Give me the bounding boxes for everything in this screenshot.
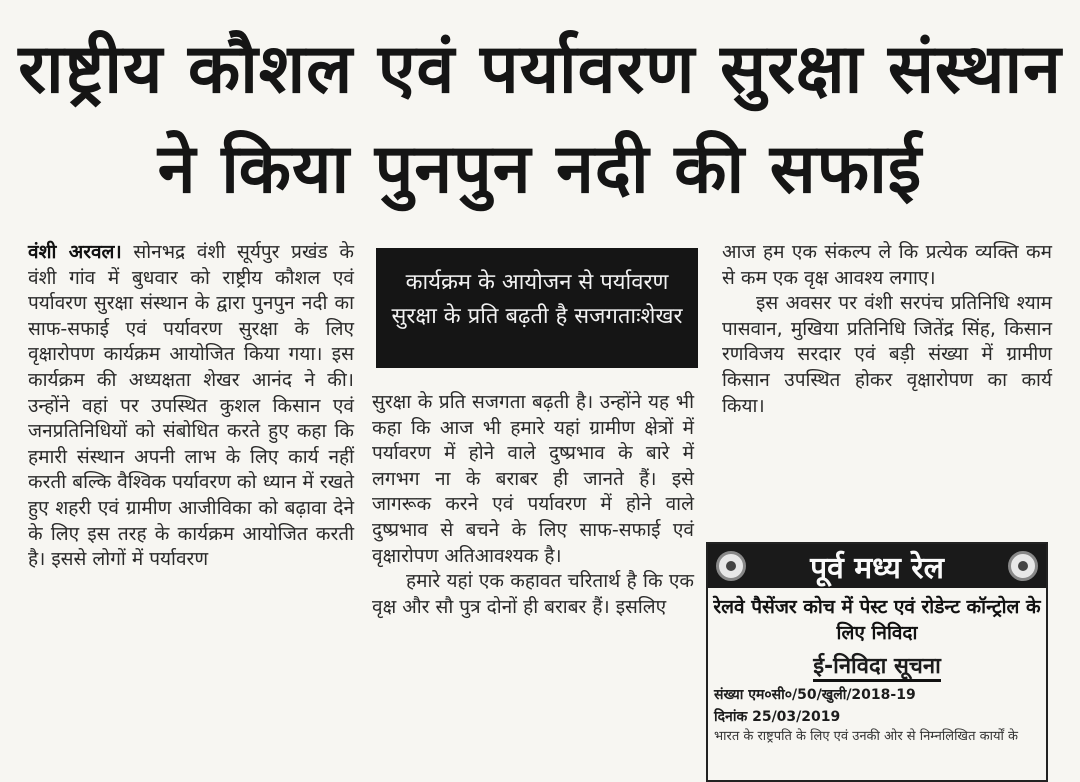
headline-line-2: ने किया पुनपुन नदी की सफाई <box>157 130 923 209</box>
notice-title: रेलवे पैसेंजर कोच में पेस्ट एवं रोडेन्ट कॉन्ट्रोल के लिए निविदा <box>713 596 1041 644</box>
article-paragraph: हमारे यहां एक कहावत चरितार्थ है कि एक वृक्ष और सौ पुत्र दोनों ही बराबर हैं। इसलिए <box>372 570 694 618</box>
article-text: सोनभद्र वंशी सूर्यपुर प्रखंड के वंशी गांव में बुधवार को राष्ट्रीय कौशल एवं पर्यावरण सुरक्षा संस्थान के द्वारा पुनपुन नदी का साफ-सफाई एवं पर्यावरण सुरक्षा के लिए वृक्षारोपण कार्यक्रम आयोजित किया गया। इस कार्यक्रम की अध्यक्षता शेखर आनंद ने की। उन्होंने वहां पर उपस्थित कुशल किसान एवं जनप्रतिनिधियों को संबोधित करते हुए कहा कि हमारी संस्थान अपनी लाभ के लिए कार्य नहीं करती बल्कि वैश्विक पर्यावरण को ध्यान में रखते हुए शहरी एवं ग्रामीण आजीविका को बढ़ावा देने के लिए इस तरह के कार्यक्रम आयोजित करती है। इससे लोगों में पर्यावरण <box>28 241 354 571</box>
article-column-1 <box>28 240 354 573</box>
pull-quote-line-2: सुरक्षा के प्रति बढ़ती है सजगताःशेखर <box>391 304 683 329</box>
notice-reference <box>708 684 1046 706</box>
pull-quote-line-1: कार्यक्रम के आयोजन से पर्यावरण <box>405 270 669 295</box>
railway-emblem-icon <box>716 551 746 581</box>
tender-notice-ad <box>706 542 1048 782</box>
article-paragraph: सुरक्षा के प्रति सजगता बढ़ती है। उन्होंने यह भी कहा कि आज भी हमारे यहां ग्रामीण क्षेत्रों में पर्यावरण में होने वाले दुष्प्रभाव के बारे में लगभग ना के बराबर ही जानते हैं। इसे जागरूक करने एवं पर्यावरण में होने वाले दुष्प्रभाव से बचने के लिए साफ-सफाई एवं वृक्षारोपण अतिआवश्यक है। <box>372 391 694 567</box>
notice-subtitle: ई-निविदा सूचना <box>708 650 1046 680</box>
article-column-3 <box>722 240 1052 419</box>
notice-org-name: पूर्व मध्य रेल <box>810 550 944 586</box>
notice-body: भारत के राष्ट्रपति के लिए एवं उनकी ओर से निम्नलिखित कार्यों के <box>714 729 1018 744</box>
headline-line-1: राष्ट्रीय कौशल एवं पर्यावरण सुरक्षा संस्थान <box>18 30 1062 109</box>
article-paragraph <box>28 240 354 573</box>
notice-date-row <box>708 706 1046 728</box>
notice-ref-number: संख्या एम०सी०/50/खुली/2018-19 <box>714 687 916 703</box>
notice-banner <box>708 544 1046 588</box>
notice-date: दिनांक 25/03/2019 <box>714 709 841 725</box>
article-column-2 <box>372 390 694 620</box>
article-paragraph: इस अवसर पर वंशी सरपंच प्रतिनिधि श्याम पासवान, मुखिया प्रतिनिधि जितेंद्र सिंह, किसान रणविजय सरदार एवं बड़ी संख्या में ग्रामीण किसान उपस्थित होकर वृक्षारोपण का कार्य किया। <box>722 292 1052 417</box>
headline <box>14 20 1066 220</box>
pull-quote <box>376 248 698 368</box>
article-paragraph: आज हम एक संकल्प ले कि प्रत्येक व्यक्ति कम से कम एक वृक्ष आवश्य लगाए। <box>722 241 1052 289</box>
railway-emblem-icon <box>1008 551 1038 581</box>
dateline: वंशी अरवल। <box>28 241 122 263</box>
